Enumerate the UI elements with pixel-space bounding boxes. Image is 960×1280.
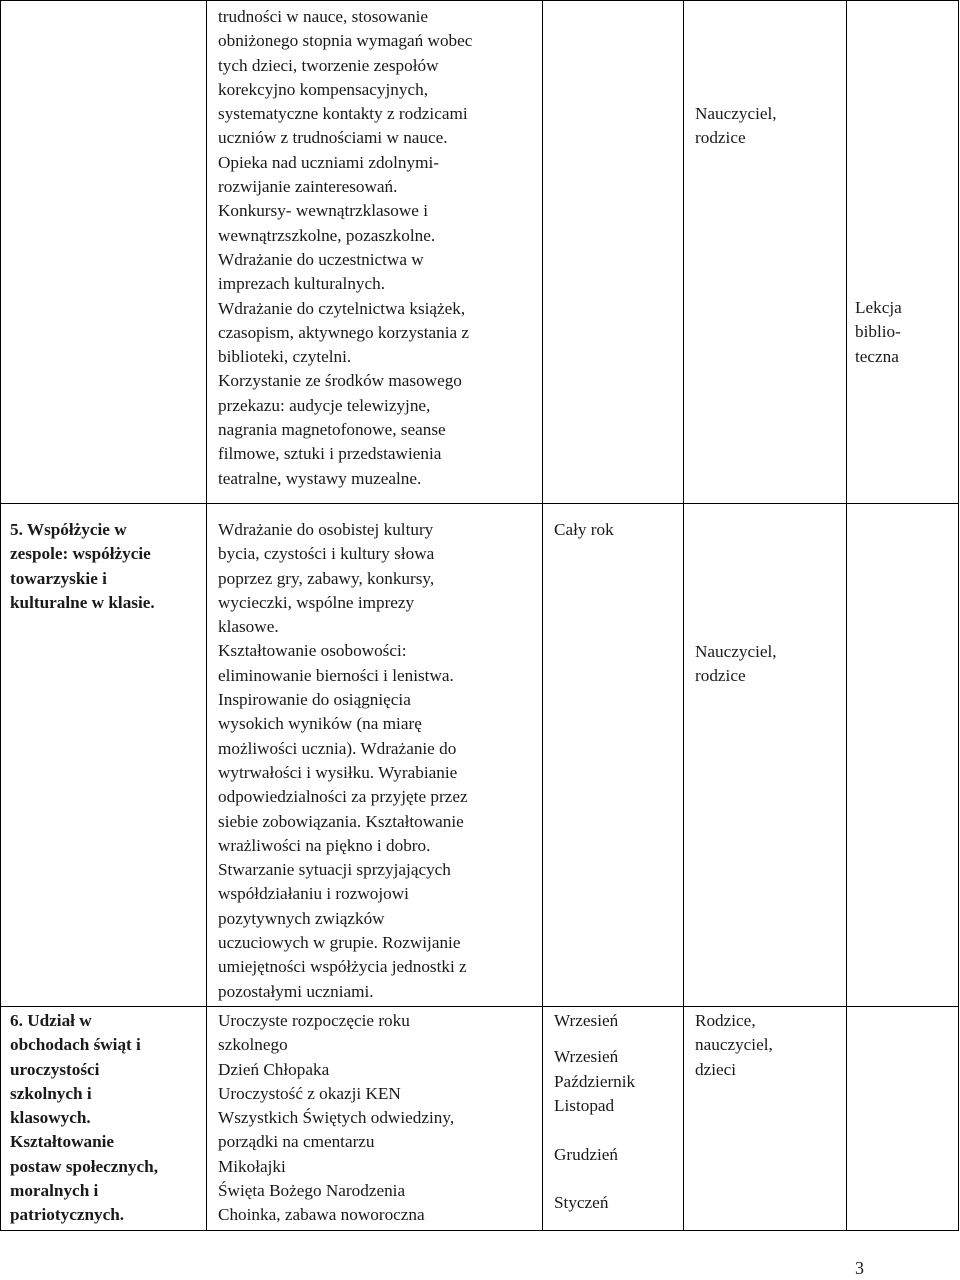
responsible-cell (695, 640, 777, 689)
table-border-right (958, 0, 959, 1231)
responsible-line: dzieci (695, 1059, 737, 1079)
content-line: umiejętności współżycia jednostki z (218, 957, 467, 977)
content-line: Mikołajki (218, 1156, 286, 1176)
content-line: systematyczne kontakty z rodzicami (218, 104, 468, 124)
responsible-cell (695, 102, 777, 151)
content-line: Uroczyste rozpoczęcie roku (218, 1011, 410, 1030)
content-line: filmowe, sztuki i przedstawienia (218, 444, 442, 464)
content-line: czasopism, aktywnego korzystania z (218, 322, 470, 342)
content-line: trudności w nauce, stosowanie (218, 7, 429, 26)
topic-cell (10, 1009, 158, 1228)
content-line: teatralne, wystawy muzealne. (218, 468, 422, 488)
content-line: Wszystkich Świętych odwiedziny, (218, 1108, 455, 1128)
topic-line: 5. Współżycie w (10, 520, 127, 539)
topic-line: patriotycznych. (10, 1205, 125, 1225)
responsible-line: Nauczyciel, (695, 104, 777, 123)
term-line: Październik (554, 1071, 636, 1091)
content-cell (218, 1009, 454, 1228)
column-divider (206, 0, 207, 1231)
topic-line: uroczystości (10, 1059, 100, 1079)
content-line: wewnątrzszkolne, pozaszkolne. (218, 225, 436, 245)
content-line: uczuciowych w grupie. Rozwijanie (218, 933, 461, 953)
row-divider (0, 503, 959, 504)
content-line: uczniów z trudnościami w nauce. (218, 128, 448, 148)
topic-line: postaw społecznych, (10, 1156, 159, 1176)
content-line: porządki na cmentarzu (218, 1132, 375, 1152)
term-line: Wrzesień (554, 1047, 619, 1067)
content-line: siebie zobowiązania. Kształtowanie (218, 811, 464, 831)
content-line: szkolnego (218, 1035, 288, 1055)
content-line: imprezach kulturalnych. (218, 274, 386, 294)
topic-line: zespole: współżycie (10, 544, 151, 564)
content-line: wysokich wyników (na miarę (218, 714, 422, 734)
content-line: Opieka nad uczniami zdolnymi- (218, 152, 439, 172)
notes-line: Lekcja (855, 298, 902, 317)
content-line: Konkursy- wewnątrzklasowe i (218, 201, 429, 221)
term-line: Listopad (554, 1095, 615, 1115)
content-line: klasowe. (218, 617, 279, 637)
column-divider (846, 0, 847, 1231)
column-divider (683, 0, 684, 1231)
content-line: Święta Bożego Narodzenia (218, 1181, 406, 1201)
term-line: Wrzesień (554, 1011, 619, 1030)
content-line: korekcyjno kompensacyjnych, (218, 79, 429, 99)
content-line: możliwości ucznia). Wdrażanie do (218, 738, 457, 758)
page-number: 3 (855, 1258, 864, 1278)
content-line: pozostałymi uczniami. (218, 981, 374, 1001)
responsible-line: Nauczyciel, (695, 642, 777, 661)
content-line: wycieczki, wspólne imprezy (218, 592, 415, 612)
content-line: współdziałaniu i rozwojowi (218, 884, 409, 904)
topic-line: Kształtowanie (10, 1132, 115, 1152)
content-line: Inspirowanie do osiągnięcia (218, 690, 411, 710)
term-line: Styczeń (554, 1193, 609, 1213)
topic-line: klasowych. (10, 1108, 91, 1128)
content-line: Dzień Chłopaka (218, 1059, 330, 1079)
row-divider (0, 1006, 959, 1007)
content-cell (218, 5, 472, 491)
content-line: Wdrażanie do czytelnictwa książek, (218, 298, 466, 318)
content-line: Kształtowanie osobowości: (218, 641, 407, 661)
term-line: Cały rok (554, 520, 614, 539)
topic-line: 6. Udział w (10, 1011, 92, 1030)
content-line: Korzystanie ze środków masowego (218, 371, 462, 391)
responsible-line: nauczyciel, (695, 1035, 773, 1055)
content-cell (218, 518, 468, 1004)
notes-cell (855, 296, 902, 369)
content-line: tych dzieci, tworzenie zespołów (218, 55, 439, 75)
term-line (554, 1167, 635, 1191)
topic-line: kulturalne w klasie. (10, 592, 155, 612)
content-line: odpowiedzialności za przyjęte przez (218, 787, 468, 807)
term-cell (554, 1009, 635, 1216)
table-border-left (0, 0, 1, 1231)
content-line: obniżonego stopnia wymagań wobec (218, 31, 473, 51)
topic-line: szkolnych i (10, 1083, 92, 1103)
responsible-cell (695, 1009, 773, 1082)
topic-line: towarzyskie i (10, 568, 107, 588)
content-line: przekazu: audycje telewizyjne, (218, 395, 431, 415)
content-line: Stwarzanie sytuacji sprzyjających (218, 860, 451, 880)
content-line: wytrwałości i wysiłku. Wyrabianie (218, 762, 458, 782)
term-line (554, 1118, 635, 1143)
content-line: Uroczystość z okazji KEN (218, 1083, 401, 1103)
column-divider (542, 0, 543, 1231)
term-line: Grudzień (554, 1145, 618, 1165)
responsible-line: rodzice (695, 666, 746, 686)
content-line: poprzez gry, zabawy, konkursy, (218, 568, 435, 588)
notes-line: teczna (855, 346, 899, 366)
table-border-top (0, 0, 959, 1)
term-line (554, 1033, 635, 1045)
content-line: eliminowanie bierności i lenistwa. (218, 665, 454, 685)
content-line: Wdrażanie do osobistej kultury (218, 520, 434, 539)
responsible-line: rodzice (695, 128, 746, 148)
content-line: Choinka, zabawa noworoczna (218, 1205, 425, 1225)
topic-line: moralnych i (10, 1181, 99, 1201)
content-line: bycia, czystości i kultury słowa (218, 544, 435, 564)
term-cell (554, 518, 614, 542)
topic-line: obchodach świąt i (10, 1035, 141, 1055)
content-line: Wdrażanie do uczestnictwa w (218, 249, 424, 269)
content-line: biblioteki, czytelni. (218, 347, 352, 367)
responsible-line: Rodzice, (695, 1011, 756, 1030)
content-line: nagrania magnetofonowe, seanse (218, 420, 446, 440)
content-line: wrażliwości na piękno i dobro. (218, 835, 431, 855)
notes-line: biblio- (855, 322, 901, 342)
table-border-bottom (0, 1230, 959, 1231)
content-line: pozytywnych związków (218, 908, 385, 928)
topic-cell (10, 518, 155, 615)
content-line: rozwijanie zainteresowań. (218, 177, 398, 197)
